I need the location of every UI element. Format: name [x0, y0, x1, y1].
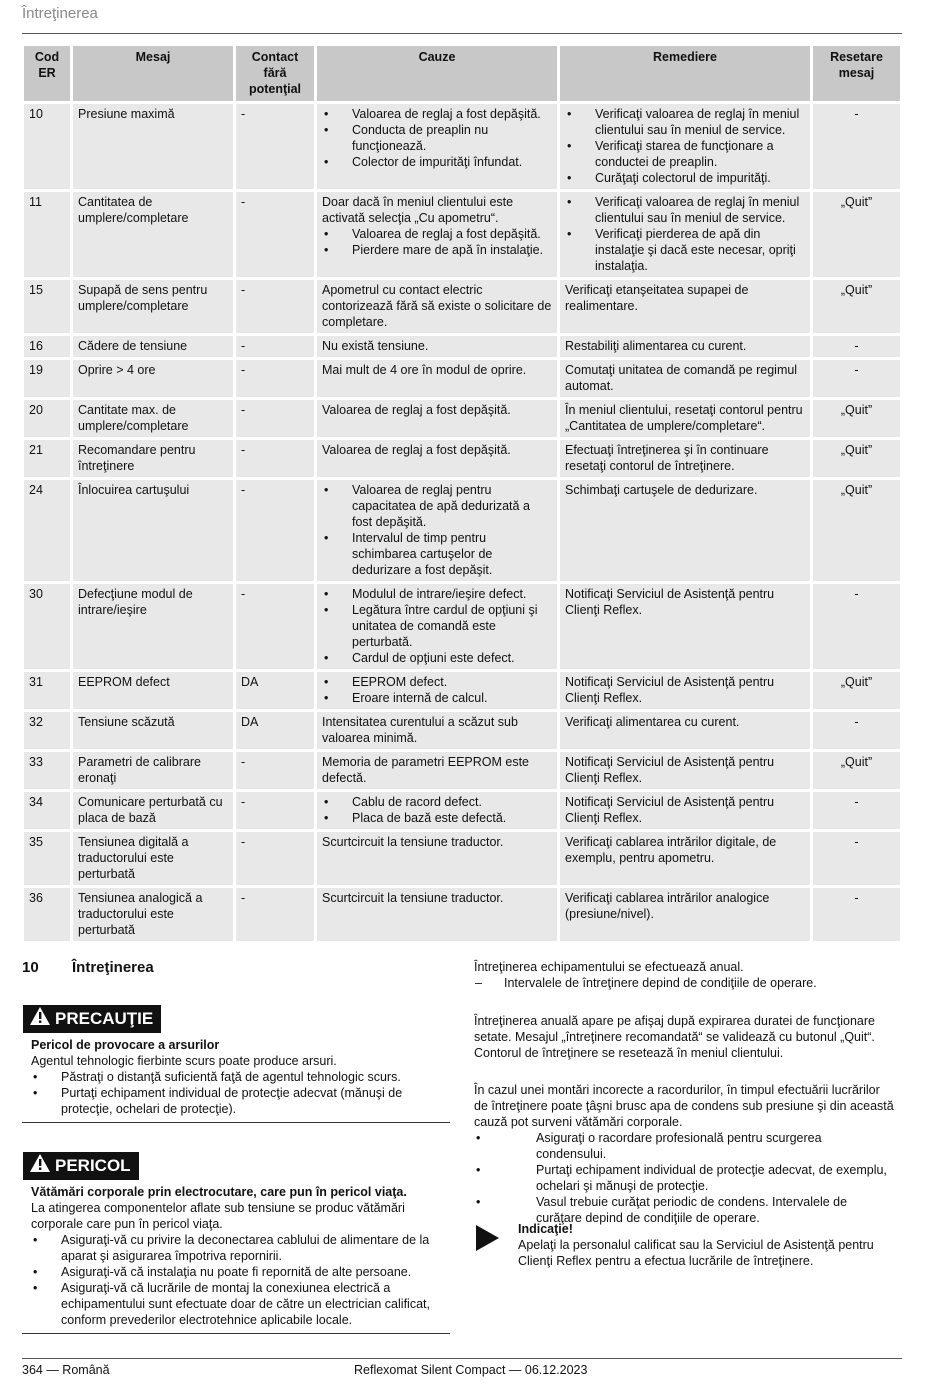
- col-header-reset: Resetare mesaj: [813, 46, 900, 101]
- contact-cell: -: [236, 832, 314, 885]
- error-code-cell: 34: [24, 792, 70, 829]
- cell-list: [565, 194, 805, 274]
- remedy-cell: [560, 792, 810, 829]
- danger-block: [31, 1184, 441, 1328]
- error-code-cell: 11: [24, 192, 70, 277]
- condensate-list: [474, 1130, 894, 1226]
- cell-list: [322, 482, 552, 578]
- cell-list: [322, 674, 552, 706]
- contact-cell: -: [236, 440, 314, 477]
- remedy-cell: [560, 440, 810, 477]
- error-code-cell: 10: [24, 104, 70, 189]
- table-row: [24, 336, 900, 357]
- contact-cell: -: [236, 888, 314, 941]
- contact-cell: -: [236, 752, 314, 789]
- running-header: Întreţinerea: [22, 5, 98, 22]
- message-cell: Supapă de sens pentru umplere/completare: [73, 280, 233, 333]
- danger-label: PERICOL: [55, 1156, 131, 1175]
- reset-cell: -: [813, 888, 900, 941]
- list-item: • Asiguraţi-vă că instalaţia nu poate fi repornită de alte persoane.: [31, 1264, 441, 1280]
- remedy-cell: [560, 584, 810, 669]
- causes-cell: [317, 480, 557, 581]
- error-code-cell: 32: [24, 712, 70, 749]
- message-cell: Parametri de calibrare eronaţi: [73, 752, 233, 789]
- danger-rule: [22, 1333, 450, 1334]
- message-cell: Comunicare perturbată cu placa de bază: [73, 792, 233, 829]
- error-code-cell: 36: [24, 888, 70, 941]
- cell-text: Comutaţi unitatea de comandă pe regimul automat.: [565, 363, 798, 393]
- reset-cell: -: [813, 104, 900, 189]
- note-block: [474, 1221, 894, 1269]
- table-row: [24, 192, 900, 277]
- reset-cell: „Quit”: [813, 192, 900, 277]
- error-code-cell: 33: [24, 752, 70, 789]
- reset-cell: -: [813, 336, 900, 357]
- causes-cell: [317, 400, 557, 437]
- causes-cell: [317, 832, 557, 885]
- list-item: • Cardul de opţiuni este defect.: [322, 650, 552, 666]
- list-item: • Păstraţi o distanţă suficientă faţă de agentul tehnologic scurs.: [31, 1069, 441, 1085]
- cell-text: Verificaţi etanşeitatea supapei de realimentare.: [565, 283, 749, 313]
- error-code-cell: 31: [24, 672, 70, 709]
- cell-text: Notificaţi Serviciul de Asistenţă pentru Clienţi Reflex.: [565, 675, 775, 705]
- dash-item: – Intervalele de întreţinere depind de condiţiile de operare.: [474, 975, 894, 991]
- cell-text: Valoarea de reglaj a fost depăşită.: [322, 403, 511, 417]
- col-header-remedy: Remediere: [560, 46, 810, 101]
- contact-cell: -: [236, 104, 314, 189]
- contact-cell: DA: [236, 672, 314, 709]
- message-cell: Cantitatea de umplere/completare: [73, 192, 233, 277]
- list-item: • Asiguraţi o racordare profesională pentru scurgerea condensului.: [474, 1130, 894, 1162]
- list-item: • Verificaţi pierderea de apă din instalaţie şi dacă este necesar, opriţi instalaţia.: [565, 226, 805, 274]
- list-item: • Curăţaţi colectorul de impurităţi.: [565, 170, 805, 186]
- caution-block: [31, 1037, 441, 1117]
- contact-cell: -: [236, 792, 314, 829]
- caution-rule: [22, 1122, 450, 1123]
- list-item: • Cablu de racord defect.: [322, 794, 552, 810]
- caution-badge: [23, 1005, 161, 1033]
- caution-list: [31, 1069, 441, 1117]
- reset-cell: „Quit”: [813, 672, 900, 709]
- contact-cell: -: [236, 280, 314, 333]
- cell-text: Valoarea de reglaj a fost depăşită.: [322, 443, 511, 457]
- table-row: [24, 360, 900, 397]
- message-cell: Defecţiune modul de intrare/ieşire: [73, 584, 233, 669]
- reset-cell: „Quit”: [813, 400, 900, 437]
- cell-text: Verificaţi cablarea intrărilor digitale, de exemplu, pentru apometru.: [565, 835, 777, 865]
- causes-cell: [317, 888, 557, 941]
- cell-list: [565, 106, 805, 186]
- cell-text: Verificaţi alimentarea cu curent.: [565, 715, 740, 729]
- table-row: [24, 672, 900, 709]
- danger-text: La atingerea componentelor aflate sub tensiune se produc vătămări corporale care pun în pericol viaţa.: [31, 1201, 405, 1231]
- list-item: • Legătura între cardul de opţiuni şi unitatea de comandă este perturbată.: [322, 602, 552, 650]
- note-title: Indicaţie!: [518, 1222, 573, 1236]
- causes-cell: [317, 192, 557, 277]
- error-code-cell: 19: [24, 360, 70, 397]
- list-item: • Purtaţi echipament individual de protecţie adecvat, de exemplu, ochelari şi mănuşi de protecţie.: [474, 1162, 894, 1194]
- cell-text: Doar dacă în meniul clientului este activată selecţia „Cu apometru“.: [322, 195, 514, 225]
- table-body: [24, 104, 900, 941]
- remedy-cell: [560, 888, 810, 941]
- table-row: [24, 712, 900, 749]
- remedy-cell: [560, 336, 810, 357]
- list-item: • Valoarea de reglaj pentru capacitatea de apă dedurizată a fost depăşită.: [322, 482, 552, 530]
- reset-cell: „Quit”: [813, 480, 900, 581]
- list-item: • Intervalul de timp pentru schimbarea cartuşelor de dedurizare a fost depăşit.: [322, 530, 552, 578]
- contact-cell: -: [236, 336, 314, 357]
- list-item: • Verificaţi valoarea de reglaj în meniul clientului sau în meniul de service.: [565, 106, 805, 138]
- warning-triangle-icon: [29, 1006, 51, 1026]
- message-cell: Cădere de tensiune: [73, 336, 233, 357]
- message-cell: Recomandare pentru întreţinere: [73, 440, 233, 477]
- causes-cell: [317, 584, 557, 669]
- list-item: • Conducta de preaplin nu funcţionează.: [322, 122, 552, 154]
- message-cell: Tensiunea analogică a traductorului este perturbată: [73, 888, 233, 941]
- maintenance-interval-text: [474, 959, 894, 991]
- list-item: • Asiguraţi-vă cu privire la deconectarea cablului de alimentare de la aparat şi asigurarea împotriva repornirii.: [31, 1232, 441, 1264]
- danger-badge: [23, 1152, 139, 1180]
- error-code-cell: 35: [24, 832, 70, 885]
- list-item: • Placa de bază este defectă.: [322, 810, 552, 826]
- cell-list: [322, 226, 552, 258]
- footer-document-title: Reflexomat Silent Compact — 06.12.2023: [354, 1363, 588, 1377]
- table-row: [24, 104, 900, 189]
- contact-cell: -: [236, 400, 314, 437]
- col-header-message: Mesaj: [73, 46, 233, 101]
- error-code-cell: 16: [24, 336, 70, 357]
- cell-text: Intensitatea curentului a scăzut sub valoarea minimă.: [322, 715, 518, 745]
- reset-cell: „Quit”: [813, 280, 900, 333]
- error-code-table: [21, 43, 903, 944]
- maintenance-display-text: Întreţinerea anuală apare pe afişaj după expirarea duratei de funcţionare setate. Mesajul „întreţinere recomandată“ se validează cu butonul „Quit“. Contorul de întreţinere se resetează în meniul clientului.: [474, 1014, 875, 1060]
- remedy-cell: [560, 712, 810, 749]
- list-item: • Asiguraţi-vă că lucrările de montaj la conexiunea electrică a echipamentului sunt efectuate doar de către un electrician calificat, conform prevederilor electrotehnice aplicabile locale.: [31, 1280, 441, 1328]
- condensate-warning-text: [474, 1082, 894, 1226]
- cell-text: Mai mult de 4 ore în modul de oprire.: [322, 363, 527, 377]
- cell-text: Notificaţi Serviciul de Asistenţă pentru Clienţi Reflex.: [565, 795, 775, 825]
- list-item: • Colector de impurităţi înfundat.: [322, 154, 552, 170]
- list-item: • Vasul trebuie curăţat periodic de condens. Intervalele de curăţare depind de condiţiile de operare.: [474, 1194, 894, 1226]
- message-cell: Înlocuirea cartuşului: [73, 480, 233, 581]
- caution-title: Pericol de provocare a arsurilor: [31, 1038, 220, 1052]
- danger-list: [31, 1232, 441, 1328]
- causes-cell: [317, 712, 557, 749]
- warning-triangle-icon: [29, 1153, 51, 1173]
- causes-cell: [317, 440, 557, 477]
- remedy-cell: [560, 480, 810, 581]
- cell-text: Notificaţi Serviciul de Asistenţă pentru Clienţi Reflex.: [565, 755, 775, 785]
- table-row: [24, 792, 900, 829]
- cell-list: [322, 794, 552, 826]
- caution-label: PRECAUŢIE: [55, 1009, 154, 1028]
- message-cell: Cantitate max. de umplere/completare: [73, 400, 233, 437]
- list-item: • Verificaţi valoarea de reglaj în meniul clientului sau în meniul de service.: [565, 194, 805, 226]
- contact-cell: -: [236, 360, 314, 397]
- section-number: 10: [22, 959, 39, 976]
- paragraph: În cazul unei montări incorecte a racordurilor, în timpul efectuării lucrărilor de întreţinere poate ţâşni brusc apa de condens sub presiune şi din această cauză pot surveni vătămări corporale.: [474, 1083, 894, 1129]
- remedy-cell: [560, 192, 810, 277]
- reset-cell: -: [813, 584, 900, 669]
- cell-text: Verificaţi cablarea intrărilor analogice (presiune/nivel).: [565, 891, 770, 921]
- cell-text: Notificaţi Serviciul de Asistenţă pentru Clienţi Reflex.: [565, 587, 775, 617]
- list-item: • Valoarea de reglaj a fost depăşită.: [322, 226, 552, 242]
- causes-cell: [317, 336, 557, 357]
- reset-cell: „Quit”: [813, 752, 900, 789]
- table-row: [24, 480, 900, 581]
- message-cell: EEPROM defect: [73, 672, 233, 709]
- cell-text: În meniul clientului, resetaţi contorul pentru „Cantitatea de umplere/completare“.: [565, 403, 803, 433]
- list-item: • Valoarea de reglaj a fost depăşită.: [322, 106, 552, 122]
- list-item: • Verificaţi starea de funcţionare a conductei de preaplin.: [565, 138, 805, 170]
- cell-text: Scurtcircuit la tensiune traductor.: [322, 835, 504, 849]
- cell-text: Apometrul cu contact electric contorizează fără să existe o solicitare de completare.: [322, 283, 552, 329]
- message-cell: Presiune maximă: [73, 104, 233, 189]
- cell-text: Nu există tensiune.: [322, 339, 429, 353]
- danger-title: Vătămări corporale prin electrocutare, care pun în pericol viaţa.: [31, 1185, 407, 1199]
- message-cell: Oprire > 4 ore: [73, 360, 233, 397]
- col-header-code: Cod ER: [24, 46, 70, 101]
- message-cell: Tensiune scăzută: [73, 712, 233, 749]
- cell-list: [322, 586, 552, 666]
- remedy-cell: [560, 104, 810, 189]
- list-item: • Pierdere mare de apă în instalaţie.: [322, 242, 552, 258]
- remedy-cell: [560, 400, 810, 437]
- list-item: • Modulul de intrare/ieşire defect.: [322, 586, 552, 602]
- cell-text: Efectuaţi întreţinerea şi în continuare resetaţi contorul de întreţinere.: [565, 443, 769, 473]
- section-title: Întreţinerea: [72, 959, 154, 976]
- error-code-cell: 30: [24, 584, 70, 669]
- remedy-cell: [560, 752, 810, 789]
- causes-cell: [317, 792, 557, 829]
- table-row: [24, 888, 900, 941]
- table-row: [24, 440, 900, 477]
- table-row: [24, 584, 900, 669]
- error-code-cell: 21: [24, 440, 70, 477]
- causes-cell: [317, 360, 557, 397]
- list-item: • Eroare internă de calcul.: [322, 690, 552, 706]
- list-item: • EEPROM defect.: [322, 674, 552, 690]
- causes-cell: [317, 752, 557, 789]
- table-row: [24, 832, 900, 885]
- causes-cell: [317, 280, 557, 333]
- reset-cell: -: [813, 792, 900, 829]
- remedy-cell: [560, 832, 810, 885]
- error-code-cell: 20: [24, 400, 70, 437]
- error-code-cell: 15: [24, 280, 70, 333]
- cell-text: Scurtcircuit la tensiune traductor.: [322, 891, 504, 905]
- cell-list: [322, 106, 552, 170]
- header-rule: [22, 33, 902, 34]
- section-heading: [22, 960, 154, 976]
- table-row: [24, 752, 900, 789]
- reset-cell: „Quit”: [813, 440, 900, 477]
- list-item: • Purtaţi echipament individual de protecţie adecvat (mănuşi de protecţie, ochelari de protecţie).: [31, 1085, 441, 1117]
- error-code-cell: 24: [24, 480, 70, 581]
- footer-page-number: 364 — Română: [22, 1363, 110, 1377]
- reset-cell: -: [813, 832, 900, 885]
- table-header-row: [24, 46, 900, 101]
- note-text: Apelaţi la personalul calificat sau la Serviciul de Asistenţă pentru Clienţi Reflex pentru a efectua lucrările de întreţinere.: [518, 1238, 874, 1268]
- col-header-causes: Cauze: [317, 46, 557, 101]
- remedy-cell: [560, 672, 810, 709]
- contact-cell: -: [236, 480, 314, 581]
- footer-rule: [22, 1358, 902, 1359]
- reset-cell: -: [813, 712, 900, 749]
- cell-text: Schimbaţi cartuşele de dedurizare.: [565, 483, 758, 497]
- contact-cell: -: [236, 584, 314, 669]
- remedy-cell: [560, 280, 810, 333]
- message-cell: Tensiunea digitală a traductorului este perturbată: [73, 832, 233, 885]
- contact-cell: -: [236, 192, 314, 277]
- causes-cell: [317, 672, 557, 709]
- caution-text: Agentul tehnologic fierbinte scurs poate produce arsuri.: [31, 1054, 337, 1068]
- table-row: [24, 400, 900, 437]
- remedy-cell: [560, 360, 810, 397]
- causes-cell: [317, 104, 557, 189]
- note-arrow-icon: [476, 1225, 499, 1251]
- paragraph: Întreţinerea echipamentului se efectuează anual.: [474, 960, 744, 974]
- reset-cell: -: [813, 360, 900, 397]
- cell-text: Restabiliţi alimentarea cu curent.: [565, 339, 747, 353]
- contact-cell: DA: [236, 712, 314, 749]
- cell-text: Memoria de parametri EEPROM este defectă.: [322, 755, 530, 785]
- table-row: [24, 280, 900, 333]
- col-header-contact: Contact fără potenţial: [236, 46, 314, 101]
